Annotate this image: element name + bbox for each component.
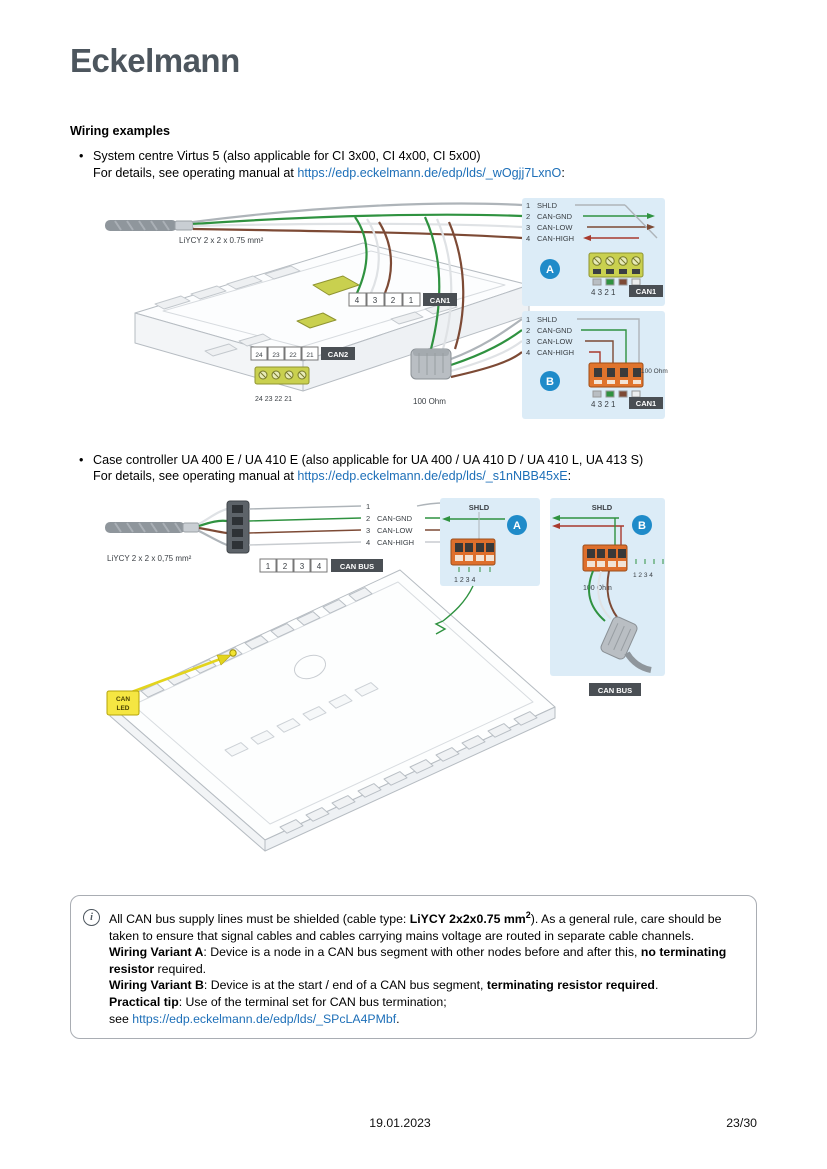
item2-details-suffix: :	[567, 469, 572, 483]
svg-text:4: 4	[316, 561, 322, 571]
panel-a-pin-numbers: 1 2 3 4	[454, 576, 476, 584]
can-bus-chip-b-label: CAN BUS	[597, 685, 633, 695]
info-text-segment: All CAN bus supply lines must be shielded (cable type:	[109, 912, 410, 927]
svg-text:A: A	[513, 519, 521, 532]
info-paragraph-shielding	[109, 907, 742, 944]
resistor-label: 100 Ohm	[413, 397, 446, 406]
ua400-diagram-container	[105, 495, 757, 862]
info-icon: i	[83, 909, 100, 926]
info-text-segment-bold: no terminating resistor	[109, 945, 727, 976]
shielded-cable	[105, 220, 193, 231]
can-wires	[199, 509, 227, 545]
can-connector-graphic	[451, 539, 495, 565]
info-text-segment: : Device is a node in a CAN bus segment with other nodes before and after this,	[203, 945, 641, 960]
footer-date: 19.01.2023	[369, 1116, 431, 1130]
info-text-segment: required.	[154, 961, 207, 976]
svg-text:B: B	[546, 376, 554, 388]
svg-text:3: 3	[372, 296, 378, 305]
svg-text:3: 3	[526, 223, 531, 232]
can-bus-connector	[227, 501, 249, 553]
svg-text:CAN1: CAN1	[635, 287, 657, 296]
svg-text:2: 2	[526, 326, 531, 335]
svg-text:SHLD: SHLD	[537, 315, 558, 324]
item2-manual-link[interactable]: https://edp.eckelmann.de/edp/lds/_s1nNBB45xE	[297, 469, 568, 483]
info-text-segment: see	[109, 1011, 133, 1026]
svg-text:22: 22	[289, 352, 297, 359]
svg-text:SHLD: SHLD	[537, 201, 558, 210]
svg-text:3: 3	[299, 561, 305, 571]
svg-text:CAN: CAN	[115, 695, 131, 703]
cable-type-label: LiYCY 2 x 2 x 0.75 mm²	[179, 236, 264, 245]
ua400-board-drawing	[110, 570, 555, 851]
virtus5-device-drawing	[135, 243, 529, 391]
svg-text:1: 1	[526, 315, 531, 324]
wiring-example-ua400	[70, 452, 757, 862]
item1-details	[93, 165, 757, 182]
svg-text:1: 1	[408, 296, 414, 305]
svg-text:23: 23	[272, 352, 280, 359]
footer-page-number: 23/30	[726, 1116, 757, 1130]
panel-b-resistor-label: 100 Ohm	[583, 584, 612, 592]
item2-details	[93, 468, 757, 485]
ua400-wiring-diagram	[105, 495, 745, 857]
info-text-segment: : Use of the terminal set for CAN bus termination;	[178, 995, 447, 1010]
svg-text:24: 24	[255, 352, 263, 359]
can-bus-chip-label: CAN BUS	[339, 561, 375, 571]
svg-text:A: A	[546, 264, 554, 276]
cable-type-label: LiYCY 2 x 2 x 0,75 mm²	[107, 553, 192, 563]
info-paragraph-variant-b	[109, 977, 742, 994]
pin-leader-lines	[249, 506, 361, 545]
svg-text:4: 4	[366, 537, 371, 547]
info-text-segment-bold: LiYCY 2x2x0.75 mm	[409, 912, 526, 927]
svg-text:CAN-GND: CAN-GND	[377, 513, 412, 523]
svg-text:2: 2	[282, 561, 288, 571]
item1-details-prefix: For details, see operating manual at	[93, 165, 298, 180]
svg-text:2: 2	[390, 296, 396, 305]
svg-text:CAN-HIGH: CAN-HIGH	[537, 234, 575, 243]
shield-label: SHLD	[591, 502, 613, 512]
svg-text:4: 4	[526, 348, 531, 357]
svg-text:4: 4	[354, 296, 360, 305]
svg-text:CAN-GND: CAN-GND	[537, 326, 572, 335]
svg-text:B: B	[638, 519, 646, 532]
info-text-segment-bold: Wiring Variant B	[109, 978, 204, 993]
panel-b-pin-numbers: 1 2 3 4	[633, 571, 653, 579]
eckelmann-logo: Eckelmann	[70, 42, 240, 79]
svg-text:1: 1	[366, 501, 371, 511]
svg-text:1: 1	[526, 201, 531, 210]
svg-text:2: 2	[526, 212, 531, 221]
panel-a-pin-numbers: 4 3 2 1	[591, 288, 616, 297]
wiring-variant-a-panel	[436, 498, 540, 634]
svg-text:2: 2	[366, 513, 371, 523]
virtus5-wiring-diagram	[105, 191, 745, 431]
info-text-segment: ). As a general rule, care should be taken to ensure that signal cables and cables carrying mains voltage are routed in separate cable channels.	[109, 912, 722, 943]
panel-b-pin-numbers: 4 3 2 1	[591, 400, 616, 409]
can-bus-terminal-row	[260, 559, 383, 572]
svg-text:CAN1: CAN1	[635, 399, 657, 408]
shielded-cable	[105, 522, 199, 533]
cage-clamp-plug	[411, 349, 451, 379]
item2-title: • Case controller UA 400 E / UA 410 E (also applicable for UA 400 / UA 410 D / UA 410 L, UA 413 S)	[93, 452, 644, 467]
wiring-variant-b-panel	[550, 498, 665, 676]
svg-text:CAN-HIGH: CAN-HIGH	[377, 537, 415, 547]
can1-terminal-row	[349, 293, 457, 306]
info-text-segment-bold: Practical tip	[109, 995, 179, 1010]
can2-pin-numbers: 24 23 22 21	[255, 396, 292, 403]
wiring-variant-b-panel	[522, 311, 668, 419]
item1-title: • System centre Virtus 5 (also applicable for CI 3x00, CI 4x00, CI 5x00)	[93, 149, 481, 163]
info-paragraph-variant-a	[109, 944, 742, 977]
info-text-segment-bold: terminating resistor required	[486, 978, 655, 993]
info-text-segment: : Device is at the start / end of a CAN bus segment,	[203, 978, 487, 993]
shield-label: SHLD	[468, 502, 490, 512]
info-text	[109, 907, 742, 1027]
svg-text:CAN-HIGH: CAN-HIGH	[537, 348, 575, 357]
wiring-examples-list	[70, 148, 757, 861]
info-text-segment-bold: Wiring Variant A	[109, 945, 204, 960]
svg-text:LED: LED	[116, 704, 130, 712]
svg-text:CAN-LOW: CAN-LOW	[537, 223, 573, 232]
item1-manual-link[interactable]: https://edp.eckelmann.de/edp/lds/_wOgjj7LxnO	[297, 165, 562, 180]
svg-text:3: 3	[526, 337, 531, 346]
info-box	[70, 895, 757, 1039]
terminated-connector-graphic	[583, 545, 627, 571]
svg-text:4: 4	[526, 234, 531, 243]
svg-text:CAN-GND: CAN-GND	[537, 212, 572, 221]
svg-text:21: 21	[306, 352, 314, 359]
panel-b-resistor-label: 100 Ohm	[641, 368, 668, 375]
svg-text:1: 1	[265, 561, 271, 571]
info-text-segment: .	[396, 1011, 400, 1026]
svg-text:CAN-LOW: CAN-LOW	[377, 525, 413, 535]
info-text-superscript: 2	[525, 910, 531, 920]
svg-text:3: 3	[366, 525, 371, 535]
wiring-variant-a-panel	[522, 198, 665, 306]
termination-set-link[interactable]: https://edp.eckelmann.de/edp/lds/_SPcLA4PMbf	[132, 1011, 397, 1026]
svg-text:CAN-LOW: CAN-LOW	[537, 337, 573, 346]
info-text-segment: .	[654, 978, 659, 993]
wiring-example-virtus5	[70, 148, 757, 436]
info-paragraph-practical-tip	[109, 994, 742, 1011]
virtus5-diagram-container	[105, 191, 757, 436]
section-heading: Wiring examples	[70, 124, 170, 138]
item1-details-suffix: :	[561, 165, 565, 180]
can1-chip-label: CAN1	[429, 296, 451, 305]
can2-chip-label: CAN2	[327, 350, 349, 359]
item2-details-prefix: For details, see operating manual at	[93, 469, 298, 483]
info-paragraph-see-link	[109, 1011, 742, 1028]
